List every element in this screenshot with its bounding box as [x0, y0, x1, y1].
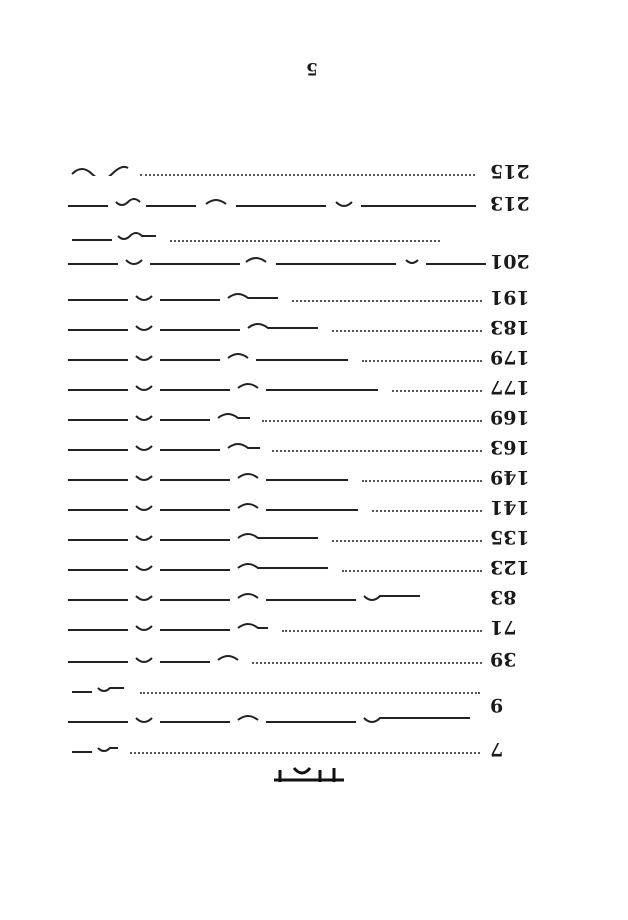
- toc-entry: [60, 586, 550, 610]
- toc-entry: [60, 286, 550, 310]
- toc-page-number: 191: [490, 286, 530, 308]
- toc-entry: [60, 436, 550, 460]
- title-script: [70, 740, 120, 754]
- title-script: [70, 680, 130, 694]
- toc-entry: [60, 346, 550, 370]
- section-heading-script: [270, 760, 350, 790]
- toc-entry: [60, 556, 550, 580]
- toc-page-number: 123: [490, 556, 530, 578]
- toc-page-number: 7: [490, 738, 504, 760]
- toc-entry: [60, 192, 550, 216]
- toc-page-number: 169: [490, 406, 530, 428]
- toc-entry: [60, 694, 550, 734]
- title-script: [66, 618, 276, 632]
- toc-entry: [60, 738, 550, 762]
- toc-page-number: 163: [490, 436, 530, 458]
- toc-page-number: 179: [490, 346, 530, 368]
- toc-page-number: 215: [490, 160, 530, 182]
- toc-page-number: 183: [490, 316, 530, 338]
- toc-page-number: 149: [490, 466, 530, 488]
- title-script: [66, 408, 256, 422]
- toc-page-number: 71: [490, 616, 517, 638]
- toc-entry: [60, 496, 550, 520]
- title-script: [66, 288, 286, 302]
- toc-page-number: 141: [490, 496, 530, 518]
- toc-page-number: 201: [490, 250, 530, 272]
- title-script: [66, 438, 266, 452]
- toc-entry: [60, 526, 550, 550]
- title-script: [66, 468, 356, 482]
- title-script: [66, 558, 336, 572]
- toc-page-number: 177: [490, 376, 530, 398]
- title-script: [66, 650, 246, 664]
- toc-entry: [60, 648, 550, 672]
- toc-entry: [60, 616, 550, 640]
- title-script: [66, 378, 386, 392]
- toc-entry: [60, 406, 550, 430]
- title-script: [70, 228, 160, 242]
- title-script: [66, 710, 486, 724]
- title-script: [66, 528, 326, 542]
- toc-entry: [60, 250, 550, 274]
- toc-page-number: 39: [490, 648, 517, 670]
- toc-page-number: 9: [490, 694, 504, 716]
- title-script: [66, 318, 326, 332]
- toc-page-number: 83: [490, 586, 517, 608]
- title-script: [66, 252, 496, 266]
- title-script: [66, 498, 366, 512]
- title-script: [66, 194, 486, 208]
- title-script: [66, 588, 426, 602]
- toc-entry: [60, 160, 550, 184]
- toc-entry: [60, 316, 550, 340]
- toc-entry-continuation: [60, 226, 550, 246]
- toc-page-number: 135: [490, 526, 530, 548]
- title-script: [66, 348, 356, 362]
- toc-entry: [60, 376, 550, 400]
- page-number: 5: [306, 58, 318, 78]
- toc-entry: [60, 466, 550, 490]
- title-script: [70, 162, 130, 176]
- toc-page-number: 213: [490, 192, 530, 214]
